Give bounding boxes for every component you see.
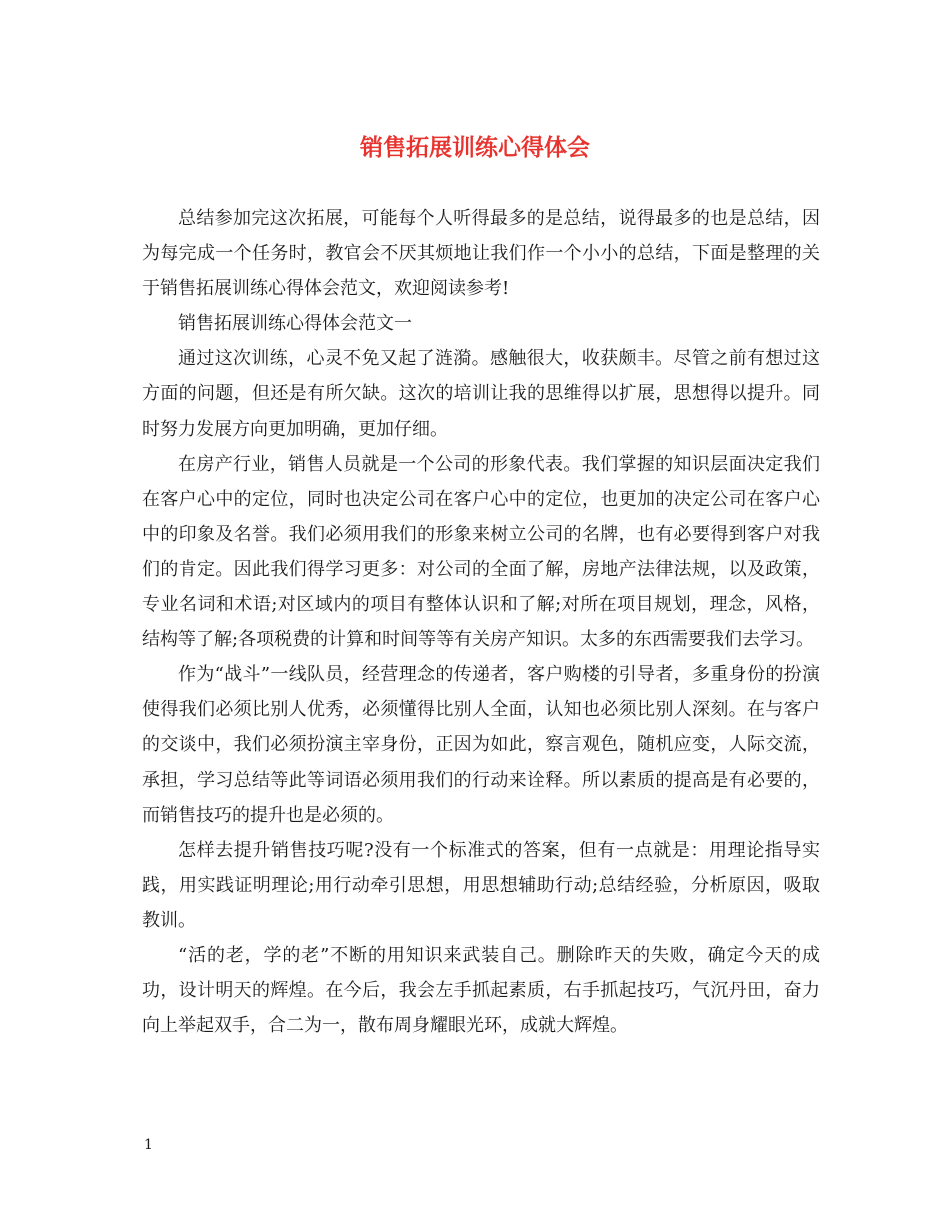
body-paragraph: 通过这次训练，心灵不免又起了涟漪。感触很大，收获颇丰。尽管之前有想过这方面的问题，但还是有所欠缺。这次的培训让我的思维得以扩展，思想得以提升。同时努力发展方向更加明确，更加仔细。 xyxy=(142,348,820,440)
document-title: 销售拓展训练心得体会 xyxy=(360,134,590,161)
intro-paragraph: 总结参加完这次拓展，可能每个人听得最多的是总结，说得最多的也是总结，因为每完成一个任务时，教官会不厌其烦地让我们作一个小小的总结，下面是整理的关于销售拓展训练心得体会范文，欢迎阅读参考! xyxy=(142,208,820,300)
body-paragraph: 作为“战斗”一线队员，经营理念的传递者，客户购楼的引导者，多重身份的扮演使得我们必须比别人优秀，必须懂得比别人全面，认知也必须比别人深刻。在与客户的交谈中，我们必须扮演主宰身份，正因为如此，察言观色，随机应变，人际交流，承担，学习总结等此等词语必须用我们的行动来诠释。所以素质的提高是有必要的，而销售技巧的提升也是必须的。 xyxy=(142,664,820,826)
section-heading: 销售拓展训练心得体会范文一 xyxy=(178,313,412,335)
body-paragraph: “活的老，学的老”不断的用知识来武装自己。删除昨天的失败，确定今天的成功，设计明天的辉煌。在今后，我会左手抓起素质，右手抓起技巧，气沉丹田，奋力向上举起双手，合二为一，散布周身耀眼光环，成就大辉煌。 xyxy=(142,944,820,1037)
page-number: 1 xyxy=(144,1137,153,1153)
body-paragraph: 在房产行业，销售人员就是一个公司的形象代表。我们掌握的知识层面决定我们在客户心中的定位，同时也决定公司在客户心中的定位，也更加的决定公司在客户心中的印象及名誉。我们必须用我们的形象来树立公司的名牌，也有必要得到客户对我们的肯定。因此我们得学习更多：对公司的全面了解，房地产法律法规，以及政策，专业名词和术语;对区域内的项目有整体认识和了解;对所在项目规划，理念，风格，结构等了解;各项税费的计算和时间等等有关房产知识。太多的东西需要我们去学习。 xyxy=(142,453,820,651)
document-body xyxy=(142,201,820,1043)
body-paragraph: 怎样去提升销售技巧呢?没有一个标准式的答案，但有一点就是：用理论指导实践，用实践证明理论;用行动牵引思想，用思想辅助行动;总结经验，分析原因，吸取教训。 xyxy=(142,839,820,931)
